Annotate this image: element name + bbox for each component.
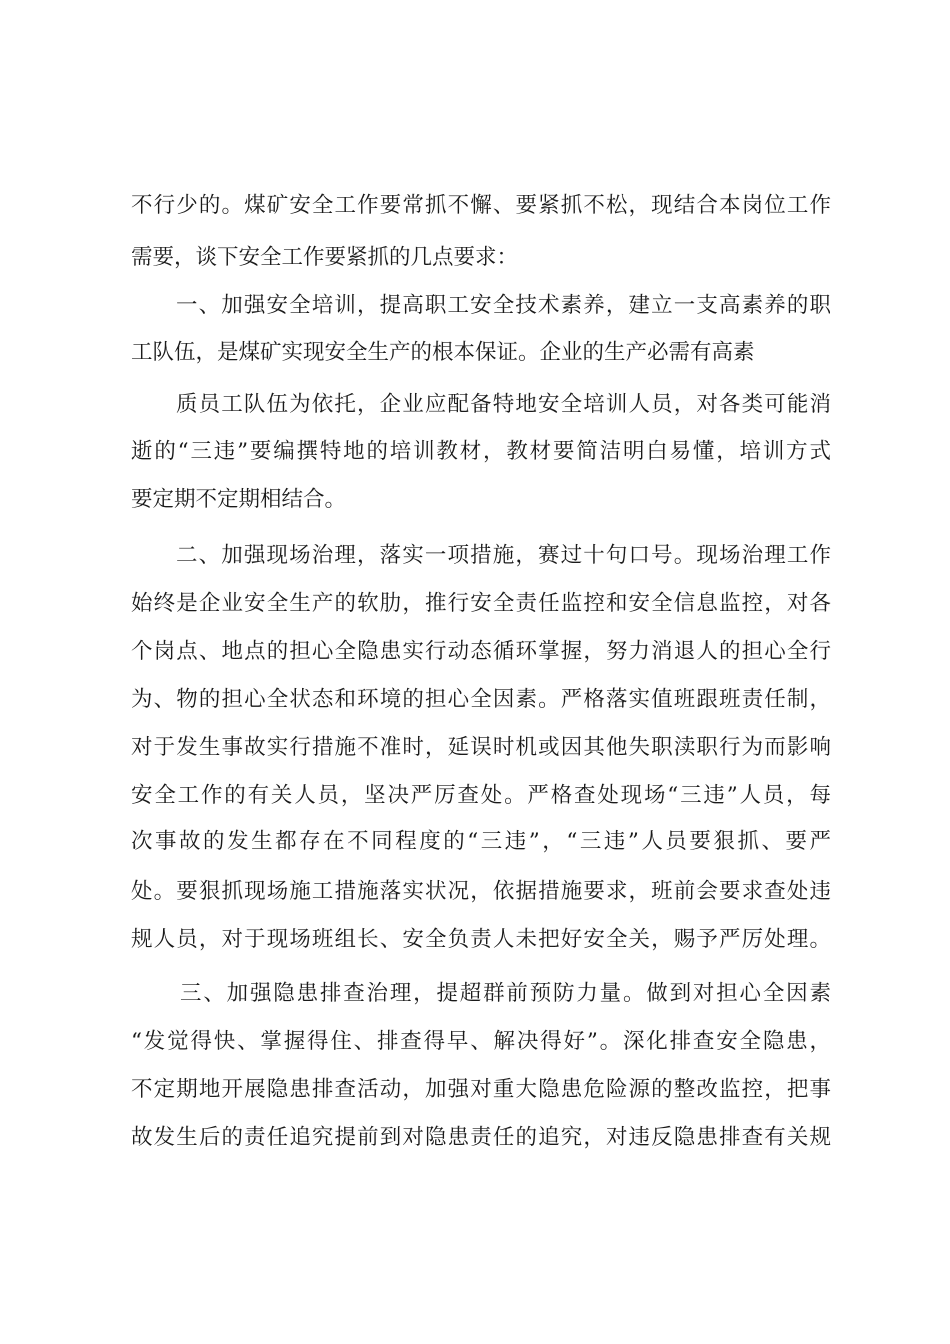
body-line: 规人员，对于现场班组长、安全负责人未把好安全关，赐予严厉处理。: [131, 927, 831, 952]
body-line: 二、加强现场治理，落实一项措施，赛过十句口号。现场治理工作: [176, 543, 831, 568]
body-line: 要定期不定期相结合。: [131, 487, 347, 512]
body-line: 为、物的担心全状态和环境的担心全因素。严格落实值班跟班责任制，: [131, 687, 831, 712]
body-line: 质员工队伍为依托，企业应配备特地安全培训人员，对各类可能消: [176, 392, 831, 417]
body-line: 一、加强安全培训，提高职工安全技术素养，建立一支高素养的职: [176, 293, 831, 318]
body-line: 三、加强隐患排查治理，提超群前预防力量。做到对担心全因素: [180, 981, 831, 1006]
body-line: 工队伍，是煤矿实现安全生产的根本保证。企业的生产必需有高素: [131, 340, 755, 365]
body-line: 安全工作的有关人员，坚决严厉查处。严格查处现场“三违”人员，每: [131, 783, 831, 808]
body-line: 对于发生事故实行措施不准时，延误时机或因其他失职渎职行为而影响: [131, 735, 831, 760]
body-line: 需要，谈下安全工作要紧抓的几点要求：: [131, 245, 519, 270]
body-line: 不定期地开展隐患排查活动，加强对重大隐患危险源的整改监控，把事: [131, 1077, 831, 1102]
body-line: 故发生后的责任追究提前到对隐患责任的追究，对违反隐患排查有关规: [131, 1125, 831, 1150]
body-line: 次事故的发生都存在不同程度的“三违”，“三违”人员要狠抓、要严: [131, 829, 831, 854]
body-line: “发觉得快、掌握得住、排查得早、解决得好”。深化排查安全隐患，: [131, 1029, 831, 1054]
body-line: 逝的“三违”要编撰特地的培训教材，教材要简洁明白易懂，培训方式: [131, 439, 831, 464]
body-line: 始终是企业安全生产的软肋，推行安全责任监控和安全信息监控，对各: [131, 591, 831, 616]
body-line: 不行少的。煤矿安全工作要常抓不懈、要紧抓不松，现结合本岗位工作: [131, 193, 831, 218]
body-line: 个岗点、地点的担心全隐患实行动态循环掌握，努力消退人的担心全行: [131, 639, 831, 664]
body-line: 处。要狠抓现场施工措施落实状况，依据措施要求，班前会要求查处违: [131, 879, 831, 904]
